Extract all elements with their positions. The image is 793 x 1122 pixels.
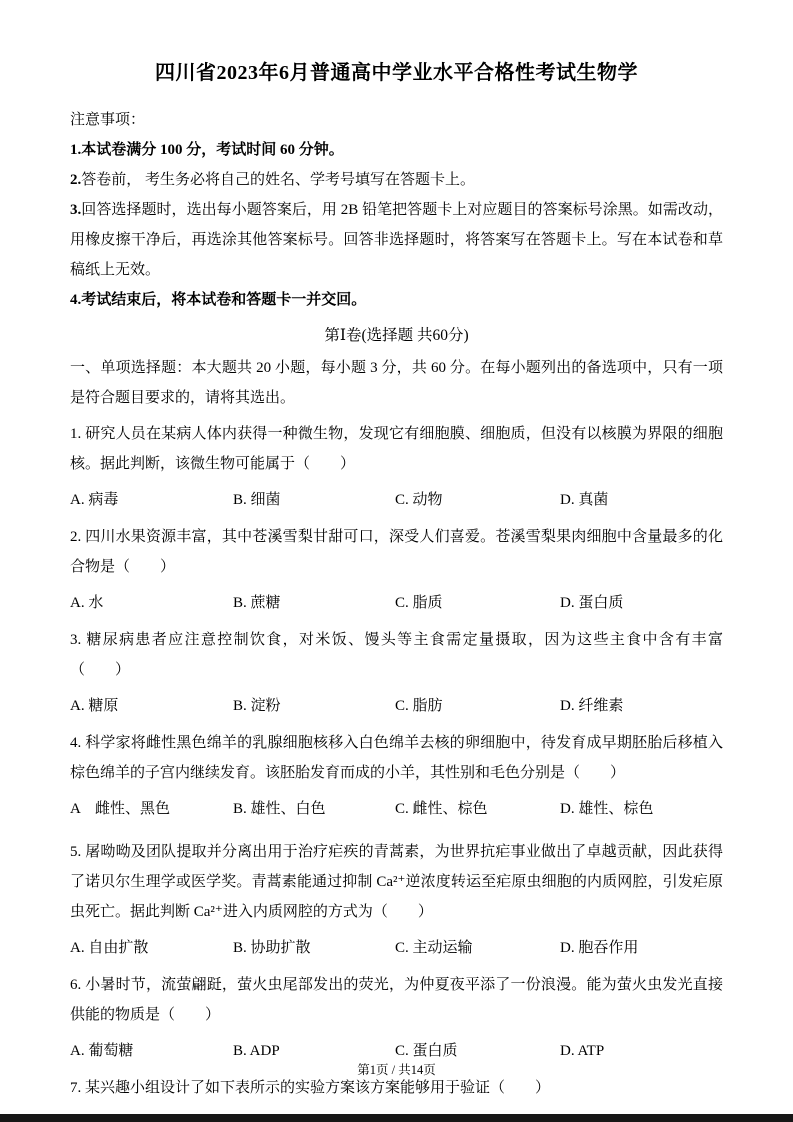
question-1-option-a: A. 病毒 (70, 492, 119, 508)
question-6 (70, 970, 723, 1063)
question-2-option-b: B. 蔗糖 (233, 595, 281, 611)
question-6-option-b: B. ADP (233, 1043, 280, 1059)
question-6-stem: 6. 小暑时节，流萤翩跹，萤火虫尾部发出的荧光，为仲夏夜平添了一份浪漫。能为萤火虫发光直接供能的物质是（ ） (70, 977, 723, 1023)
question-1-option-b: B. 细菌 (233, 492, 281, 508)
question-4 (70, 728, 723, 821)
question-2 (70, 522, 723, 615)
question-3-option-d: D. 纤维素 (560, 698, 624, 714)
question-3 (70, 625, 739, 718)
question-2-options (70, 591, 723, 615)
question-4-stem: 4. 科学家将雌性黑色绵羊的乳腺细胞核移入白色绵羊去核的卵细胞中，待发育成早期胚胎后移植入棕色绵羊的子宫内继续发育。该胚胎发育而成的小羊，其性别和毛色分别是（ ） (70, 735, 723, 781)
question-6-option-c: C. 蛋白质 (395, 1043, 458, 1059)
question-2-option-d: D. 蛋白质 (560, 595, 624, 611)
question-6-option-a: A. 葡萄糖 (70, 1043, 134, 1059)
question-5-option-c: C. 主动运输 (395, 940, 473, 956)
section-heading: 第Ⅰ卷(选择题 共60分) (324, 327, 469, 344)
question-4-option-a: A 雌性、黑色 (70, 801, 171, 817)
question-2-option-a: A. 水 (70, 595, 104, 611)
question-4-option-b: B. 雄性、白色 (233, 801, 326, 817)
notice-1-text: 本试卷满分 100 分，考试时间 60 分钟。 (81, 142, 344, 158)
notice-1 (70, 135, 723, 165)
question-6-option-d: D. ATP (560, 1043, 605, 1059)
question-2-option-c: C. 脂质 (395, 595, 443, 611)
question-5-stem: 5. 屠呦呦及团队提取并分离出用于治疗疟疾的青蒿素，为世界抗疟事业做出了卓越贡献，因此获得了诺贝尔生理学或医学奖。青蒿素能通过抑制 Ca²⁺逆浓度转运至疟原虫细胞的内质网腔，引发疟原虫死亡。据此判断 Ca²⁺进入内质网腔的方式为（ ） (70, 844, 723, 920)
notice-2 (70, 165, 723, 195)
notice-3-text: 回答选择题时，选出每小题答案后，用 2B 铅笔把答题卡上对应题目的答案标号涂黑。如需改动，用橡皮擦干净后，再选涂其他答案标号。回答非选择题时，将答案写在答题卡上。写在本试卷和草稿纸上无效。 (70, 202, 723, 278)
notice-2-text: 答卷前， 考生务必将自己的姓名、学考号填写在答题卡上。 (81, 172, 476, 188)
question-2-stem: 2. 四川水果资源丰富，其中苍溪雪梨甘甜可口，深受人们喜爱。苍溪雪梨果肉细胞中含量最多的化合物是（ ） (70, 529, 723, 575)
question-7-stem: 7. 某兴趣小组设计了如下表所示的实验方案该方案能够用于验证（ ） (70, 1080, 551, 1096)
question-3-option-c: C. 脂肪 (395, 698, 443, 714)
section-intro: 一、单项选择题：本大题共 20 小题，每小题 3 分，共 60 分。在每小题列出的备选项中，只有一项是符合题目要求的，请将其选出。 (70, 360, 723, 406)
notice-3-number: 3. (70, 202, 82, 218)
notice-heading: 注意事项： (70, 112, 146, 128)
question-1-stem: 1. 研究人员在某病人体内获得一种微生物，发现它有细胞膜、细胞质，但没有以核膜为界限的细胞核。据此判断，该微生物可能属于（ ） (70, 426, 723, 472)
question-1 (70, 419, 723, 512)
question-3-stem: 3. 糖尿病患者应注意控制饮食，对米饭、馒头等主食需定量摄取，因为这些主食中含有丰富 （ ） (70, 632, 739, 678)
page-title: 四川省2023年6月普通高中学业水平合格性考试生物学 (155, 62, 638, 84)
question-1-options (70, 488, 723, 512)
question-4-option-c: C. 雌性、棕色 (395, 801, 488, 817)
question-5-option-a: A. 自由扩散 (70, 940, 149, 956)
question-5-options (70, 936, 723, 960)
question-1-option-d: D. 真菌 (560, 492, 609, 508)
notice-4-number: 4. (70, 292, 82, 308)
notice-1-number: 1. (70, 142, 82, 158)
page-number-footer: 第1页 / 共14页 (357, 1063, 436, 1077)
question-1-option-c: C. 动物 (395, 492, 443, 508)
notice-4-text: 考试结束后，将本试卷和答题卡一并交回。 (81, 292, 367, 308)
question-3-options (70, 694, 723, 718)
notice-3 (70, 195, 723, 285)
question-4-options (70, 797, 723, 821)
notice-2-number: 2. (70, 172, 82, 188)
question-3-option-a: A. 糖原 (70, 698, 119, 714)
question-3-option-b: B. 淀粉 (233, 698, 281, 714)
question-5-option-b: B. 协助扩散 (233, 940, 311, 956)
bottom-edge-bar (0, 1114, 793, 1122)
question-4-option-d: D. 雄性、棕色 (560, 801, 654, 817)
notice-4 (70, 285, 723, 315)
question-5 (70, 837, 723, 960)
question-5-option-d: D. 胞吞作用 (560, 940, 639, 956)
